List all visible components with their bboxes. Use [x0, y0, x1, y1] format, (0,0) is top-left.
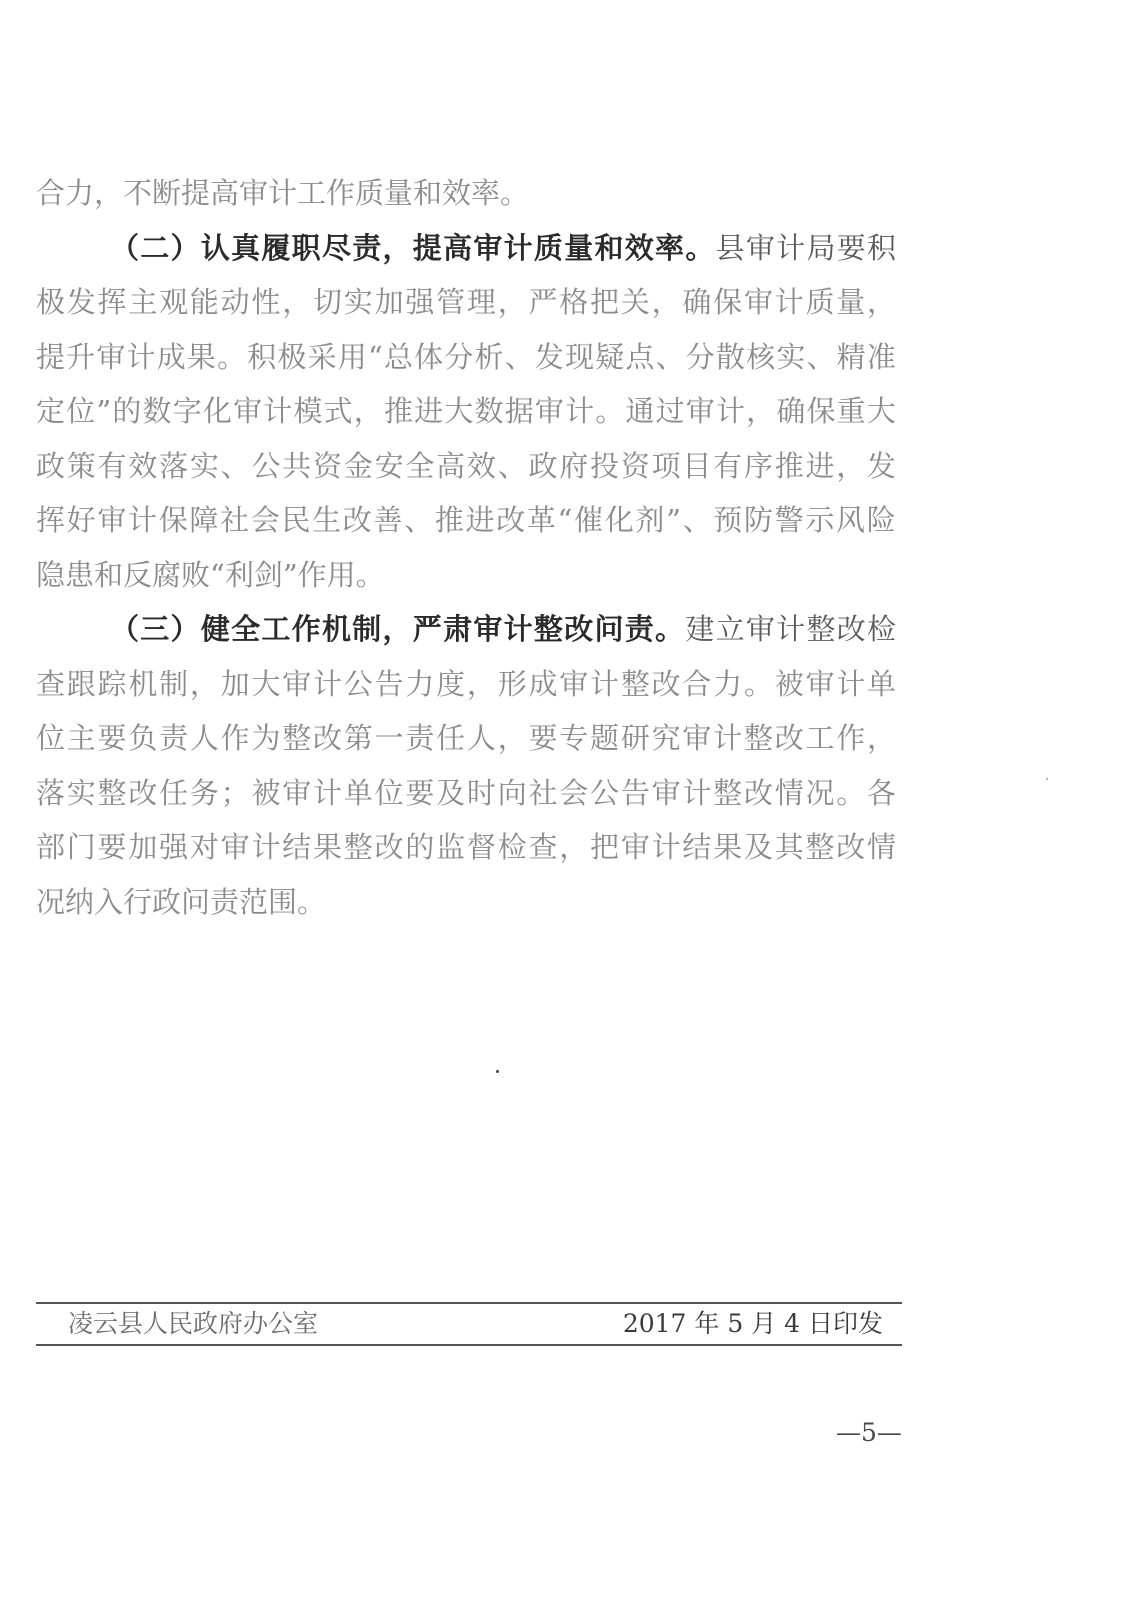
- footer-rule-bottom: [36, 1344, 902, 1346]
- paragraph-3-heading-line: [36, 602, 896, 657]
- issue-date: 2017 年 5 月 4 日印发: [622, 1309, 883, 1338]
- paragraph-2-line-4: 政策有效落实、公共资金安全高效、政府投资项目有序推进，发: [36, 448, 898, 483]
- paragraph-2-line-1: 极发挥主观能动性，切实加强管理，严格把关，确保审计质量，: [36, 285, 898, 319]
- paragraph-3-line-4: 部门要加强对审计结果整改的监督检查，把审计结果及其整改情: [36, 830, 898, 864]
- paragraph-2-heading-tail: 县审计局要积: [715, 230, 898, 265]
- paragraph-3-line-5: 况纳入行政问责范围。: [36, 884, 327, 919]
- page-number: —5—: [836, 1418, 902, 1447]
- document-body: [36, 166, 896, 929]
- paragraph-3-line-1: 查跟踪机制，加大审计公告力度，形成审计整改合力。被审计单: [36, 666, 898, 701]
- paragraph-2-line-3: 定位”的数字化审计模式，推进大数据审计。通过审计，确保重大: [36, 394, 898, 428]
- issuing-office: 凌云县人民政府办公室: [68, 1309, 319, 1338]
- paragraph-3-heading: （三）健全工作机制，严肃审计整改问责。: [110, 612, 686, 646]
- paragraph-1-line-1: 合力，不断提高审计工作质量和效率。: [36, 176, 530, 210]
- paragraph-3-heading-tail: 建立审计整改检: [685, 612, 898, 646]
- paragraph-2-heading: （二）认真履职尽责，提高审计质量和效率。: [110, 230, 716, 265]
- paragraph-2-line-6: 隐患和反腐败“利剑”作用。: [36, 557, 385, 592]
- scan-speck: [496, 1070, 499, 1073]
- paragraph-3-line-2: 位主要负责人作为整改第一责任人，要专题研究审计整改工作，: [36, 721, 898, 755]
- paragraph-2-line-5: 挥好审计保障社会民生改善、推进改革“催化剂”、预防警示风险: [36, 503, 898, 537]
- paragraph-2-line-2: 提升审计成果。积极采用“总体分析、发现疑点、分散核实、精准: [36, 339, 898, 374]
- scan-speck: [1046, 778, 1048, 780]
- paragraph-3-line-3: 落实整改任务；被审计单位要及时向社会公告审计整改情况。各: [36, 775, 898, 810]
- paragraph-2-heading-line: [36, 221, 896, 276]
